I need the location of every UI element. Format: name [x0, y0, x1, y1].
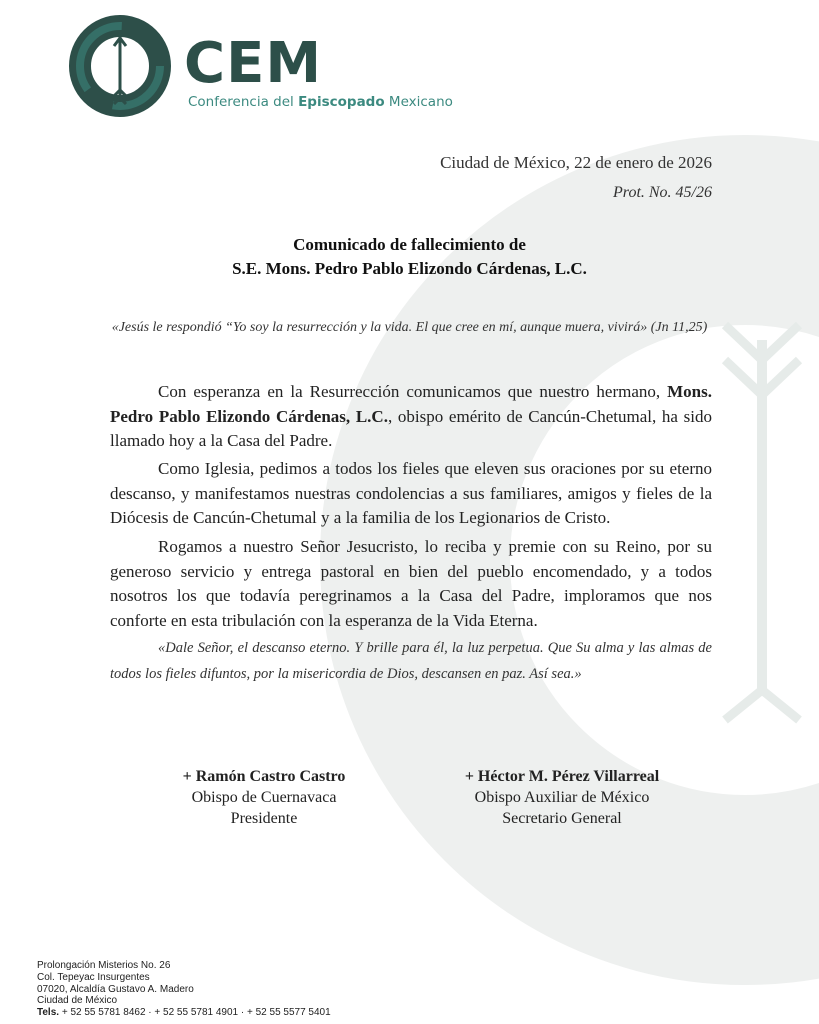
- letter-title-line1: Comunicado de fallecimiento de: [293, 235, 526, 254]
- signature-role: Obispo Auxiliar de México: [474, 789, 650, 806]
- footer-city: Ciudad de México: [37, 995, 118, 1007]
- protocol-number: Prot. No. 45/26: [613, 184, 712, 201]
- paragraph-announcement: Con esperanza en la Resurrección comunicamos que nuestro hermano, Mons. Pedro Pablo Elizondo Cárdenas, L.C., obispo emérito de Cancún-Chetumal, ha sido llamado hoy a la Casa del Padre.: [110, 382, 712, 450]
- logo-subtitle: Conferencia del Episcopado Mexicano: [188, 94, 453, 110]
- footer-address: [37, 960, 331, 1019]
- epigraph-quote: «Jesús le respondió “Yo soy la resurrección y la vida. El que cree en mí, aunque muera, vivirá» (Jn 11,25): [111, 320, 708, 335]
- signature-name: + Héctor M. Pérez Villarreal: [464, 768, 660, 785]
- footer-postal: 07020, Alcaldía Gustavo A. Madero: [37, 983, 194, 995]
- footer-phones: Tels. + 52 55 5781 8462 · + 52 55 5781 4901 · + 52 55 5577 5401: [37, 1007, 331, 1019]
- cross-emblem-icon: [68, 14, 172, 118]
- paragraph-prayer-request: Rogamos a nuestro Señor Jesucristo, lo reciba y premie con su Reino, por su generoso servicio y entrega pastoral en bien del pueblo encomendado, y a todos nosotros los que todavía peregrinamos a la Casa del Padre, imploramos que nos conforte en esta tribulación con la esperanza de la Vida Eterna.: [110, 537, 712, 630]
- signature-president: [134, 766, 394, 829]
- signature-role: Obispo de Cuernavaca: [191, 789, 337, 806]
- signature-secretary: [432, 766, 692, 829]
- signature-position: Presidente: [230, 810, 298, 827]
- deceased-name: Mons. Pedro Pablo Elizondo Cárdenas, L.C.: [110, 382, 712, 426]
- cem-logo: [68, 14, 453, 118]
- logo-acronym: CEM: [184, 31, 323, 96]
- paragraph-condolences: Como Iglesia, pedimos a todos los fieles que eleven sus oraciones por su eterno descanso, y manifestamos nuestras condolencias a sus familiares, amigos y fieles de la Diócesis de Cancún-Chetumal y a la familia de los Legionarios de Cristo.: [110, 459, 712, 527]
- footer-street: Prolongación Misterios No. 26: [37, 960, 171, 971]
- footer-colony: Col. Tepeyac Insurgentes: [37, 971, 150, 983]
- signature-name: + Ramón Castro Castro: [182, 768, 346, 785]
- letter-title-line2: S.E. Mons. Pedro Pablo Elizondo Cárdenas, L.C.: [232, 259, 587, 278]
- place-date: Ciudad de México, 22 de enero de 2026: [440, 153, 712, 172]
- closing-prayer: «Dale Señor, el descanso eterno. Y brille para él, la luz perpetua. Que Su alma y las almas de todos los fieles difuntos, por la misericordia de Dios, descansen en paz. Así sea.»: [110, 640, 712, 682]
- signature-position: Secretario General: [502, 810, 622, 827]
